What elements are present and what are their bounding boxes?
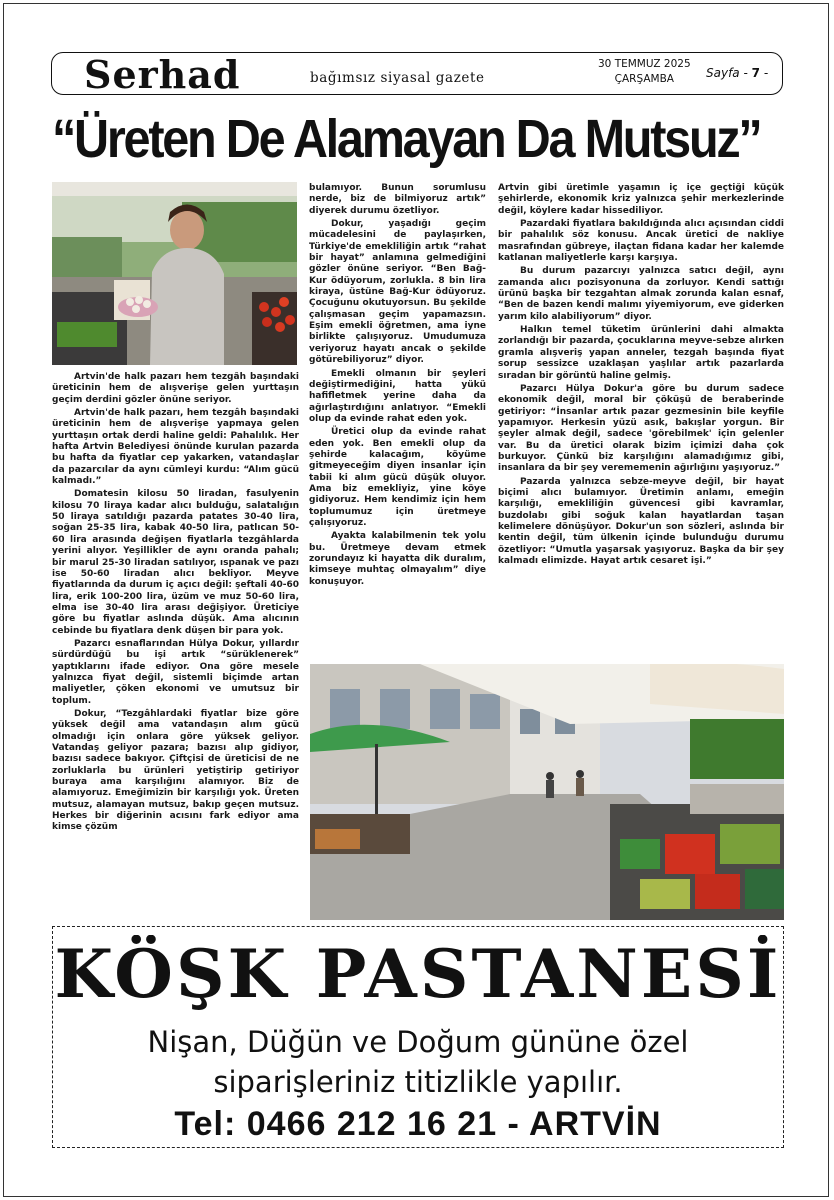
paragraph: Artvin gibi üretimle yaşamın iç içe geçtiği küçük şehirlerde, ekonomik kriz yalnızca şehir merkezlerinde değil, köylere kadar hissediliyor. [498,183,784,216]
paragraph: Pazarda yalnızca sebze-meyve değil, bir hayat biçimi alıcı bulamıyor. Üretimin anlamı, emeğin karşılığı, emekliliğin güvencesi gibi kavramlar, buzdolabı gibi soğuk kalan hayatlardan taşan kelimelere dönüşüyor. Dokur'un son sözleri, aslında bir kentin değil, tüm ülkenin içinde bulunduğu durumu özetliyor: “Umutla yaşarsak yaşıyoruz. Başka da bir şey kalmadı elimizde. Hayat artık cesaret işi.” [498,476,784,566]
paragraph: Artvin'de halk pazarı, hem tezgâh başındaki üreticinin hem de alışverişe yapmaya gelen yurttaşın ortak derdi haline geldi: Pahalılık. Her hafta Artvin Belediyesi önünde kurulan pazarda bu hafta da fiyatlar cep yakarken, vatandaşlar da pazarcılar da aynı cümleyi kurdu: “Alım gücü kalmadı.” [52,408,299,487]
paragraph: Domatesin kilosu 50 liradan, fasulyenin kilosu 70 liraya kadar alıcı bulduğu, salatalığın 50 liraya satıldığı pazarda patates 30-40 lira, soğan 25-35 lira, kabak 40-50 lira, patlıcan 50-60 lira arasında değişen fiyatlarla tezgâhlarda yerini alıyor. Yeşillikler de aynı oranda pahalı; bir marul 25-30 liradan satılıyor, ıspanak ve pazı ise 50-60 liradan alıcı bekliyor. Meyve fiyatlarında da durum iç açıcı değil: şeftali 40-60 lira, erik 100-200 lira, üzüm ve muz 50-60 lira, elma ise 30-40 lira arası değişiyor. Üreticiye göre bu fiyatlar aslında düşük. Ama alıcının cebinde bu fiyatlara denk düşen bir para yok. [52,489,299,636]
advertisement [52,926,784,1148]
newspaper-header [51,52,783,95]
paragraph: Pazarcı Hülya Dokur'a göre bu durum sadece ekonomik değil, moral bir çöküşü de beraberinde getiriyor: “İnsanlar artık pazar gezmesinin bile keyfile yapamıyor. Herkesin yüzü asık, bakışlar yorgun. Bir şeyler almak değil, sadece 'görebilmek' için gelenler var. Bu da üretici olarak bizim içimizi daha çok burkuyor. Çünkü biz karşılığını alamadığımız gibi, insanlara da bir şey verememenin ağırlığını yaşıyoruz.” [498,383,784,474]
issue-date [598,57,691,87]
article-column-1 [52,372,299,924]
article-column-2 [309,183,486,663]
ad-phone: Tel: 0466 212 16 21 - ARTVİN [174,1105,662,1143]
paragraph: Pazardaki fiyatlara bakıldığında alıcı açısından ciddi bir pahalılık söz konusu. Ancak üretici de nakliye masrafından gübreye, ilaçtan fidana kadar her kalemde katlanan maliyetlerle karşı karşıya. [498,219,784,264]
paragraph: Dokur, “Tezgâhlardaki fiyatlar bize göre yüksek değil ama vatandaşın alım gücü olmadığı için onlara göre yüksek geliyor. Vatandaş geliyor pazara; bazısı alıp gidiyor, bazısı sadece bakıyor. Çiftçisi de üreticisi de ne zorluklarla bu ürünleri yetiştirip getiriyor buraya ama karşılığını alamıyor. Biz de alamıyoruz. Emeğimizin bir karşılığı yok. Üreten mutsuz, alamayan mutsuz, bakıp geçen mutsuz. Herkes bir diğerinin acısını fark ediyor ama kimse çözüm [52,708,299,833]
vendor-photo [52,182,297,365]
article-headline: “Üreten De Alamayan Da Mutsuz” [52,109,761,169]
paragraph: Üretici olup da evinde rahat eden yok. Ben emekli olup da şehirde kalacağım, köyüme gitmeyeceğim diyen insanlar için tabii ki alım gücü düşük oluyor. Ama biz emekliyiz, yine köye gidiyoruz. Hem kendimiz için hem toplumumuz için üretmeye çalışıyoruz. [309,427,486,528]
article-column-3 [498,183,784,663]
ad-line-1: Nişan, Düğün ve Doğum gününe özel [147,1025,689,1059]
ad-title: KÖŞK PASTANESİ [54,935,782,1013]
page-number-value: 7 [751,66,760,80]
paragraph: Ayakta kalabilmenin tek yolu bu. Üretmeye devam etmek zorundayız ki hayatta dik duralım, kimseye muhtaç olmayalım” diye konuşuyor. [309,531,486,587]
ad-line-2: siparişleriniz titizlikle yapılır. [213,1065,623,1099]
paragraph: Emekli olmanın bir şeyleri değiştirmediğini, hatta yükü hafifletmek yerine daha da ağırlaştırdığını anlatıyor. “Emekli olup da evinde rahat eden yok. [309,368,486,424]
masthead: Serhad [84,52,241,97]
paragraph: Dokur, yaşadığı geçim mücadelesini de paylaşırken, Türkiye'de emekliliğin artık “rahat bir hayat” anlamına gelmediğini gözler önüne seriyor. “Ben Bağ-Kur ödüyorum, zorlukla. 8 bin lira kiraya, üstüne Bağ-Kur ödüyoruz. Çocuğunu okutuyorsun. Bu şekilde çalışmasan geçim yapamazsın. Eşim emekli öğretmen, ama iyne birlikte çalışıyoruz. Umudumuza veriyoruz hayatı ancak o şekilde götürebiliyoruz” diyor. [309,219,486,366]
market-street-photo [310,664,784,920]
date-weekday: ÇARŞAMBA [614,73,674,85]
page-label: Sayfa - [706,66,748,80]
paragraph: Bu durum pazarcıyı yalnızca satıcı değil, aynı zamanda alıcı pozisyonuna da zorluyor. Kendi sattığı ürünü başka bir tezgahtan almak zorunda kalan esnaf, “Ben de bazen kendi malımı yiyemiyorum, eve giderken yarım kilo alabiliyorum” diyor. [498,266,784,322]
paragraph: Pazarcı esnaflarından Hülya Dokur, yıllardır sürdürdüğü bu işi artık “sürüklenerek” yaptıklarını ifade ediyor. Ona göre mesele yalnızca fiyat değil, sistemli biçimde artan maliyetler, çöken ekonomi ve umutsuz bir toplum. [52,638,299,706]
paragraph: bulamıyor. Bunun sorumlusu nerde, biz de bilmiyoruz artık” diyerek durumu özetliyor. [309,183,486,216]
page-suffix: - [763,66,769,80]
page-number [706,66,768,80]
date-day: 30 TEMMUZ 2025 [598,58,691,70]
tagline: bağımsız siyasal gazete [310,70,485,86]
paragraph: Artvin'de halk pazarı hem tezgâh başındaki üreticinin hem de alışverişe gelen yurttaşın geçim derdini gözler önüne seriyor. [52,372,299,405]
paragraph: Halkın temel tüketim ürünlerini dahi almakta zorlandığı bir pazarda, çocuklarına meyve-sebze alırken gramla alışveriş yapan anneler, tezgah başında fiyat sorup sessizce uzaklaşan yaşlılar artık pazarlarda sıradan bir görüntü haline gelmiş. [498,325,784,381]
